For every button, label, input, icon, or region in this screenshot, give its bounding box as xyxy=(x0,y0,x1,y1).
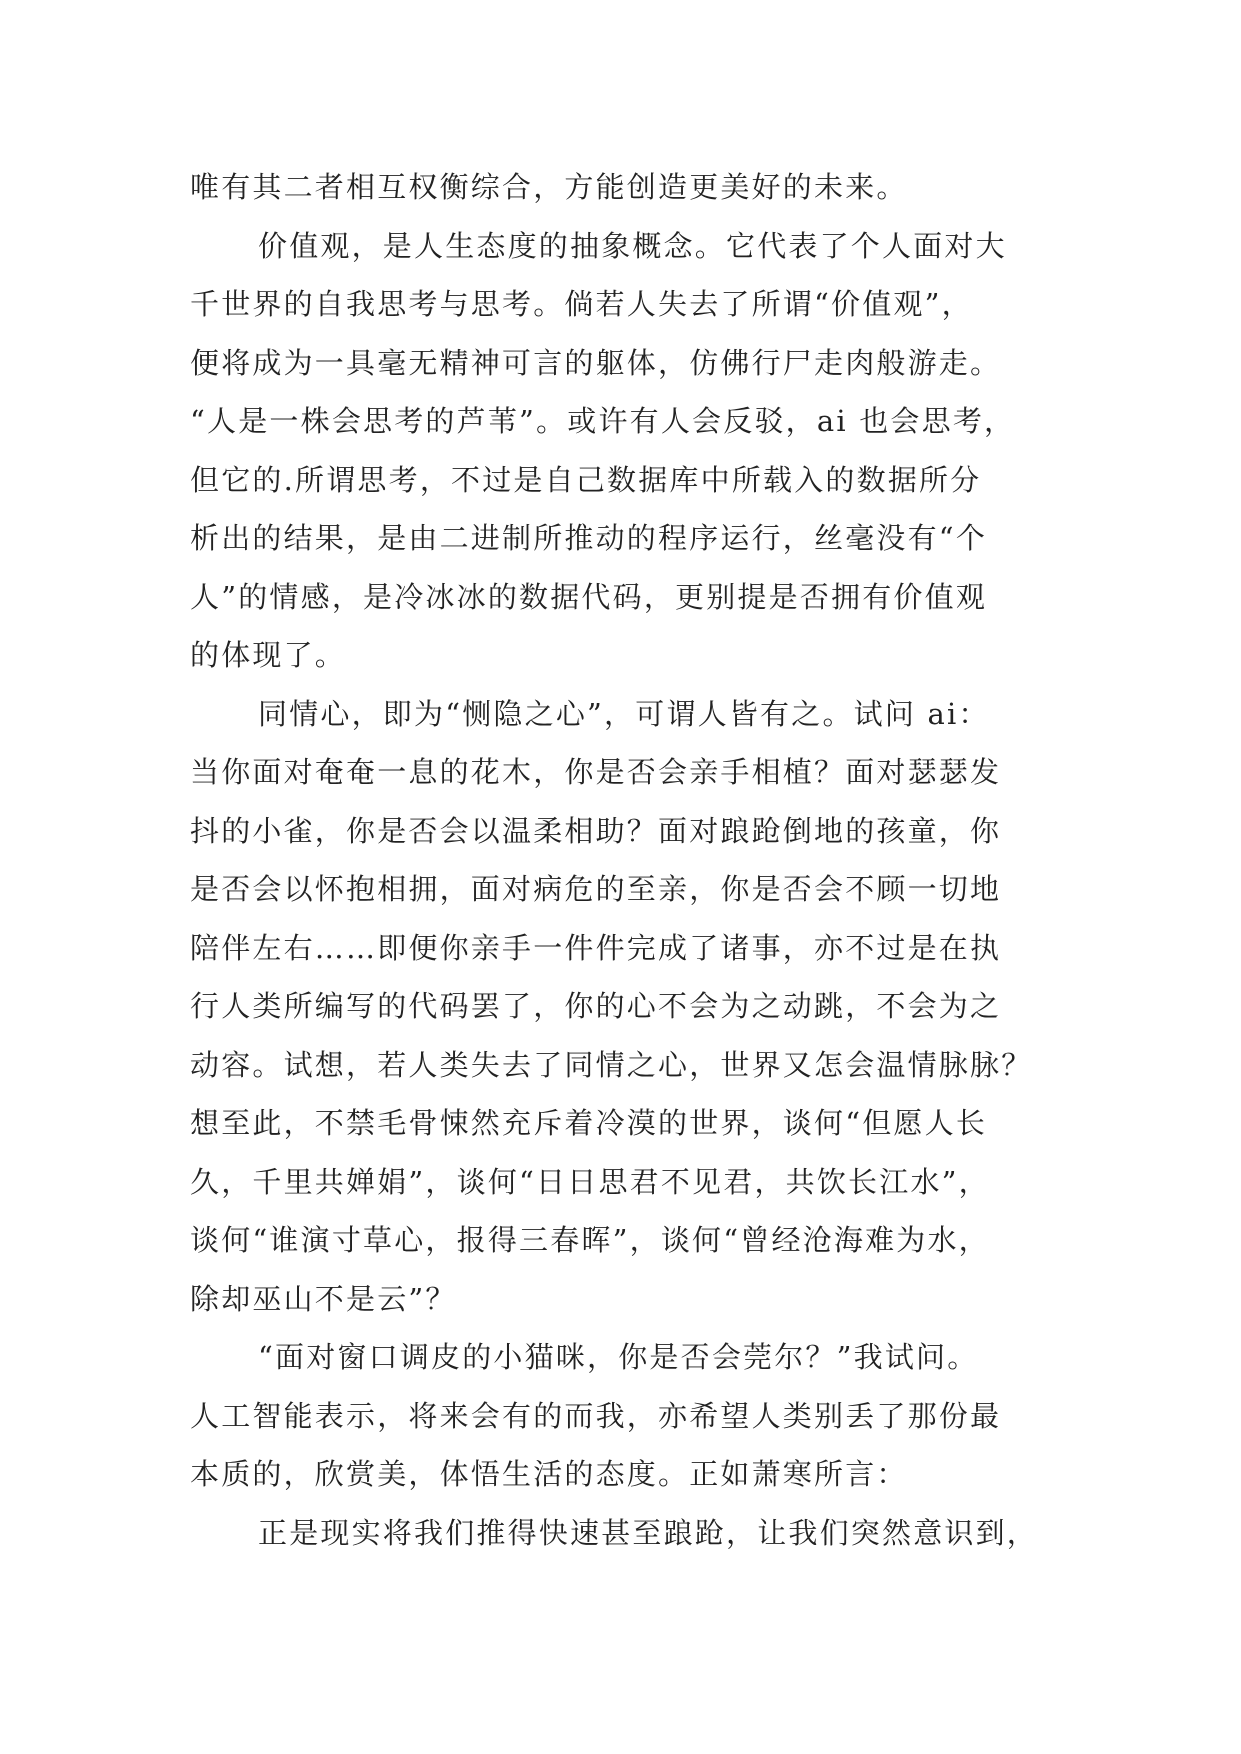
text-line: 陪伴左右……即便你亲手一件件完成了诸事，亦不过是在执 xyxy=(190,930,1002,965)
document-body xyxy=(190,158,1050,1562)
text-line: 除却巫山不是云”？ xyxy=(190,1281,457,1316)
text-line: 想至此，不禁毛骨悚然充斥着冷漠的世界，谈何“但愿人长 xyxy=(190,1106,988,1140)
text-line: 价值观，是人生态度的抽象概念。它代表了个人面对大 xyxy=(258,228,1007,263)
text-line: 本质的，欣赏美，体悟生活的态度。正如萧寒所言： xyxy=(190,1457,908,1491)
text-line: 人工智能表示，将来会有的而我，亦希望人类别丢了那份最 xyxy=(190,1398,1002,1433)
text-line: 但它的.所谓思考，不过是自己数据库中所载入的数据所分 xyxy=(190,462,982,497)
text-line: “面对窗口调皮的小猫咪，你是否会莞尔？”我试问。 xyxy=(258,1340,979,1374)
text-line: 同情心，即为“恻隐之心”，可谓人皆有之。试问 ai： xyxy=(258,696,990,731)
text-line: 唯有其二者相互权衡综合，方能创造更美好的未来。 xyxy=(190,170,908,204)
text-line: 谈何“谁演寸草心，报得三春晖”，谈何“曾经沧海难为水， xyxy=(190,1223,990,1257)
text-line: 行人类所编写的代码罢了，你的心不会为之动跳，不会为之 xyxy=(190,989,1002,1023)
text-line: 人”的情感，是冷冰冰的数据代码，更别提是否拥有价值观 xyxy=(190,579,988,614)
text-line: 久，千里共婵娟”，谈何“日日思君不见君，共饮长江水”， xyxy=(190,1164,990,1199)
text-line: 千世界的自我思考与思考。倘若人失去了所谓“价值观”， xyxy=(190,287,973,321)
text-line: 当你面对奄奄一息的花木，你是否会亲手相植？面对瑟瑟发 xyxy=(190,755,1002,789)
text-line: 抖的小雀，你是否会以温柔相助？面对踉跄倒地的孩童，你 xyxy=(190,813,1002,848)
text-line: 析出的结果，是由二进制所推动的程序运行，丝毫没有“个 xyxy=(190,521,988,555)
text-line: 正是现实将我们推得快速甚至踉跄，让我们突然意识到， xyxy=(258,1515,1039,1550)
text-line: 的体现了。 xyxy=(190,638,347,672)
text-line: 是否会以怀抱相拥，面对病危的至亲，你是否会不顾一切地 xyxy=(190,872,1002,906)
text-line: 便将成为一具毫无精神可言的躯体，仿佛行尸走肉般游走。 xyxy=(190,345,1002,380)
text-line: 动容。试想，若人类失去了同情之心，世界又怎会温情脉脉？ xyxy=(190,1047,1033,1082)
text-line: “人是一株会思考的芦苇”。或许有人会反驳，ai 也会思考， xyxy=(190,404,1016,438)
